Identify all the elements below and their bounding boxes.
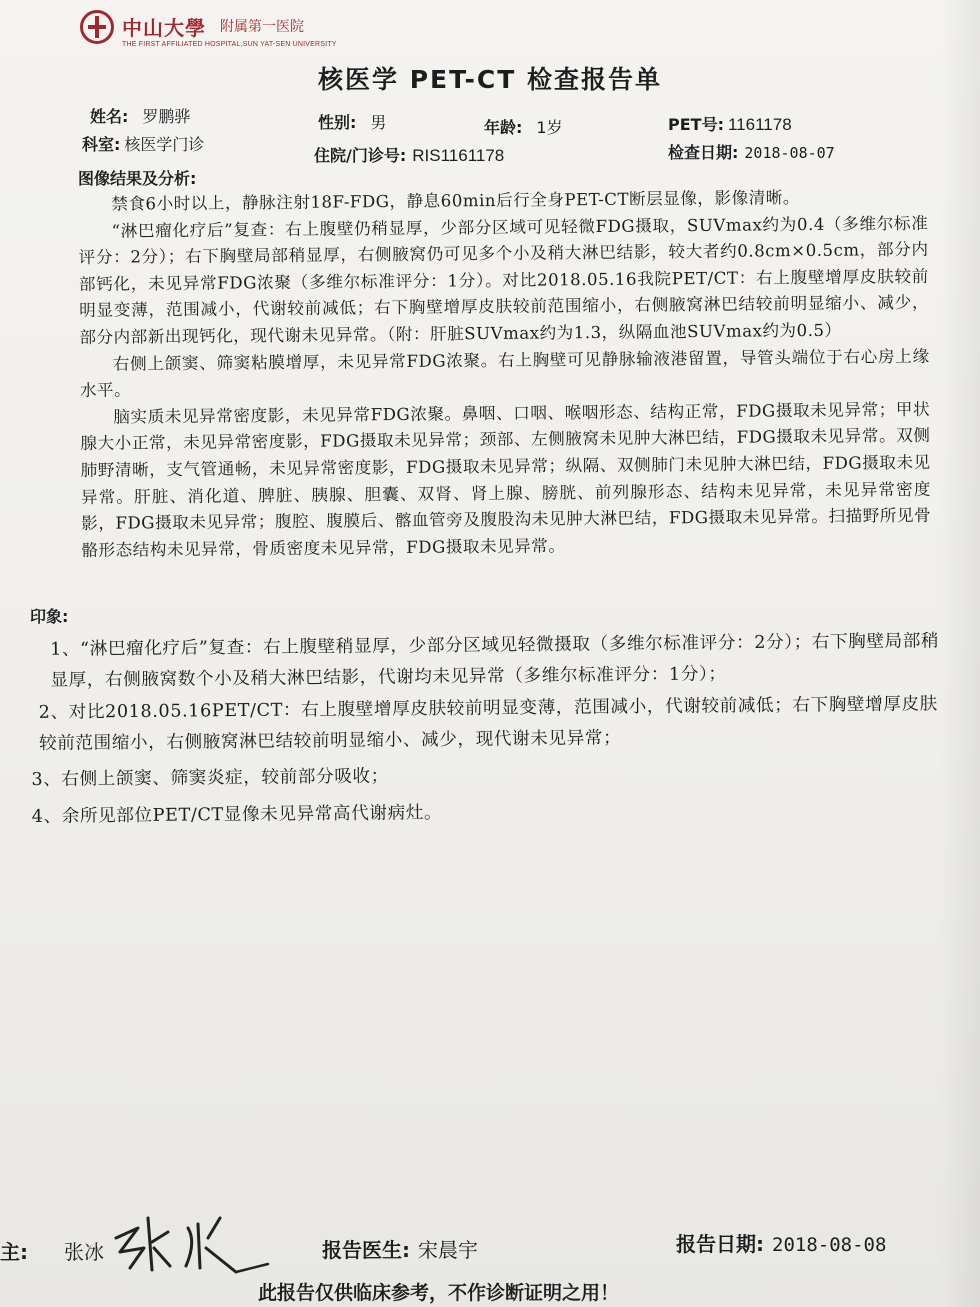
department: 核医学门诊	[124, 135, 205, 154]
department-label: 科室:	[82, 135, 121, 154]
inpatient-id-field	[314, 143, 504, 166]
impression-heading: 印象:	[30, 607, 69, 626]
findings-paragraph: “淋巴瘤化疗后”复查：右上腹壁仍稍显厚，少部分区域可见轻微FDG摄取，SUVmax约为0.4（多维尔标准评分：2分）；右下胸壁局部稍显厚，右侧腋窝仍可见多个小及稍大淋巴结影，较大者约0.8cm×0.5cm，部分内部钙化，未见异常FDG浓聚（多维尔标准评分：1分）。对比2018.05.16我院PET/CT：右上腹壁增厚皮肤较前明显变薄，范围减小，代谢较前减低；右下胸壁增厚皮肤较前范围缩小，右侧腋窝淋巴结较前明显缩小、减少，部分内部新出现钙化，现代谢未见异常。（附：肝脏SUVmax约为1.3，纵隔血池SUVmax约为0.5）	[78, 213, 930, 347]
impression-list	[30, 626, 952, 834]
reviewer-field	[0, 1236, 104, 1265]
report-title: 核医学 PET-CT 检查报告单	[318, 65, 662, 94]
exam-date-label: 检查日期:	[668, 143, 739, 162]
report-date-field	[676, 1228, 886, 1257]
findings-heading: 图像结果及分析:	[78, 169, 197, 188]
pet-number: 1161178	[727, 115, 792, 134]
department-field	[82, 132, 204, 155]
impression-item: 3、右侧上颌窦、筛窦炎症，较前部分吸收；	[31, 766, 389, 790]
impression-item: 1、“淋巴瘤化疗后”复查：右上腹壁稍显厚，少部分区域见轻微摄取（多维尔标准评分：2分）；右下胸壁局部稍显厚，右侧腋窝数个小及稍大淋巴结影，代谢均未见异常（多维尔标准评分：1分）；	[50, 631, 940, 691]
findings-paragraph: 禁食6小时以上，静脉注射18F-FDG，静息60min后行全身PET-CT断层显像，影像清晰。	[111, 188, 801, 214]
exam-date-field	[668, 140, 835, 163]
hospital-emblem-icon	[80, 10, 114, 44]
patient-sex: 男	[370, 113, 387, 132]
pet-number-field	[668, 112, 792, 135]
report-doctor-label: 报告医生:	[322, 1238, 410, 1262]
hospital-name-cn: 中山大學	[122, 16, 206, 40]
findings-text	[78, 184, 932, 564]
patient-sex-label: 性别:	[318, 113, 357, 132]
findings-paragraph: 脑实质未见异常密度影，未见异常FDG浓聚。鼻咽、口咽、喉咽形态、结构正常，FDG摄取未见异常；甲状腺大小正常，未见异常密度影，FDG摄取未见异常；颈部、左侧腋窝未见肿大淋巴结，FDG摄取未见异常。双侧肺野清晰，支气管通畅，未见异常密度影，FDG摄取未见异常；纵隔、双侧肺门未见肿大淋巴结，FDG摄取未见异常。肝脏、消化道、脾脏、胰腺、胆囊、双肾、肾上腺、膀胱、前列腺形态、结构未见异常，未见异常密度影，FDG摄取未见异常；腹腔、腹膜后、髂血管旁及腹股沟未见肿大淋巴结，FDG摄取未见异常。扫描野所见骨骼形态结构未见异常，骨质密度未见异常，FDG摄取未见异常。	[80, 399, 932, 560]
pet-number-label: PET号:	[668, 115, 724, 134]
hospital-sub-name: 附属第一医院	[220, 19, 304, 35]
findings-paragraph: 右侧上颌窦、筛窦粘膜增厚，未见异常FDG浓聚。右上胸壁可见静脉输液港留置，导管头端位于右心房上缘水平。	[79, 346, 930, 401]
reviewer-name: 张冰	[64, 1240, 104, 1264]
reviewer-label: 主:	[0, 1240, 28, 1264]
patient-name-label: 姓名:	[90, 107, 129, 126]
patient-age: 1岁	[536, 118, 563, 137]
exam-date: 2018-08-07	[744, 144, 835, 162]
inpatient-id-label: 住院/门诊号:	[314, 146, 407, 165]
impression-item: 2、对比2018.05.16PET/CT：右上腹壁增厚皮肤较前明显变薄，范围减小，代谢较前减低；右下胸壁增厚皮肤较前范围缩小，右侧腋窝淋巴结较前明显缩小、减少，现代谢未见异常；	[38, 694, 939, 754]
patient-name-field	[90, 104, 190, 127]
report-doctor-field	[322, 1234, 478, 1263]
hospital-logo	[80, 10, 340, 52]
impression-item: 4、余所见部位PET/CT显像未见异常高代谢病灶。	[31, 802, 443, 827]
handwritten-signature	[108, 1208, 278, 1278]
disclaimer: 此报告仅供临床参考，不作诊断证明之用！	[258, 1282, 620, 1304]
patient-sex-field	[318, 110, 386, 133]
report-date: 2018-08-08	[772, 1234, 887, 1256]
report-doctor: 宋晨宇	[418, 1238, 478, 1262]
patient-name: 罗鹏骅	[142, 107, 191, 126]
hospital-name-en: THE FIRST AFFILIATED HOSPITAL,SUN YAT-SEN UNIVERSITY	[122, 41, 337, 48]
inpatient-id: RIS1161178	[412, 146, 505, 165]
patient-age-label: 年龄:	[484, 118, 523, 137]
patient-age-field	[484, 115, 563, 138]
report-date-label: 报告日期:	[676, 1232, 764, 1256]
